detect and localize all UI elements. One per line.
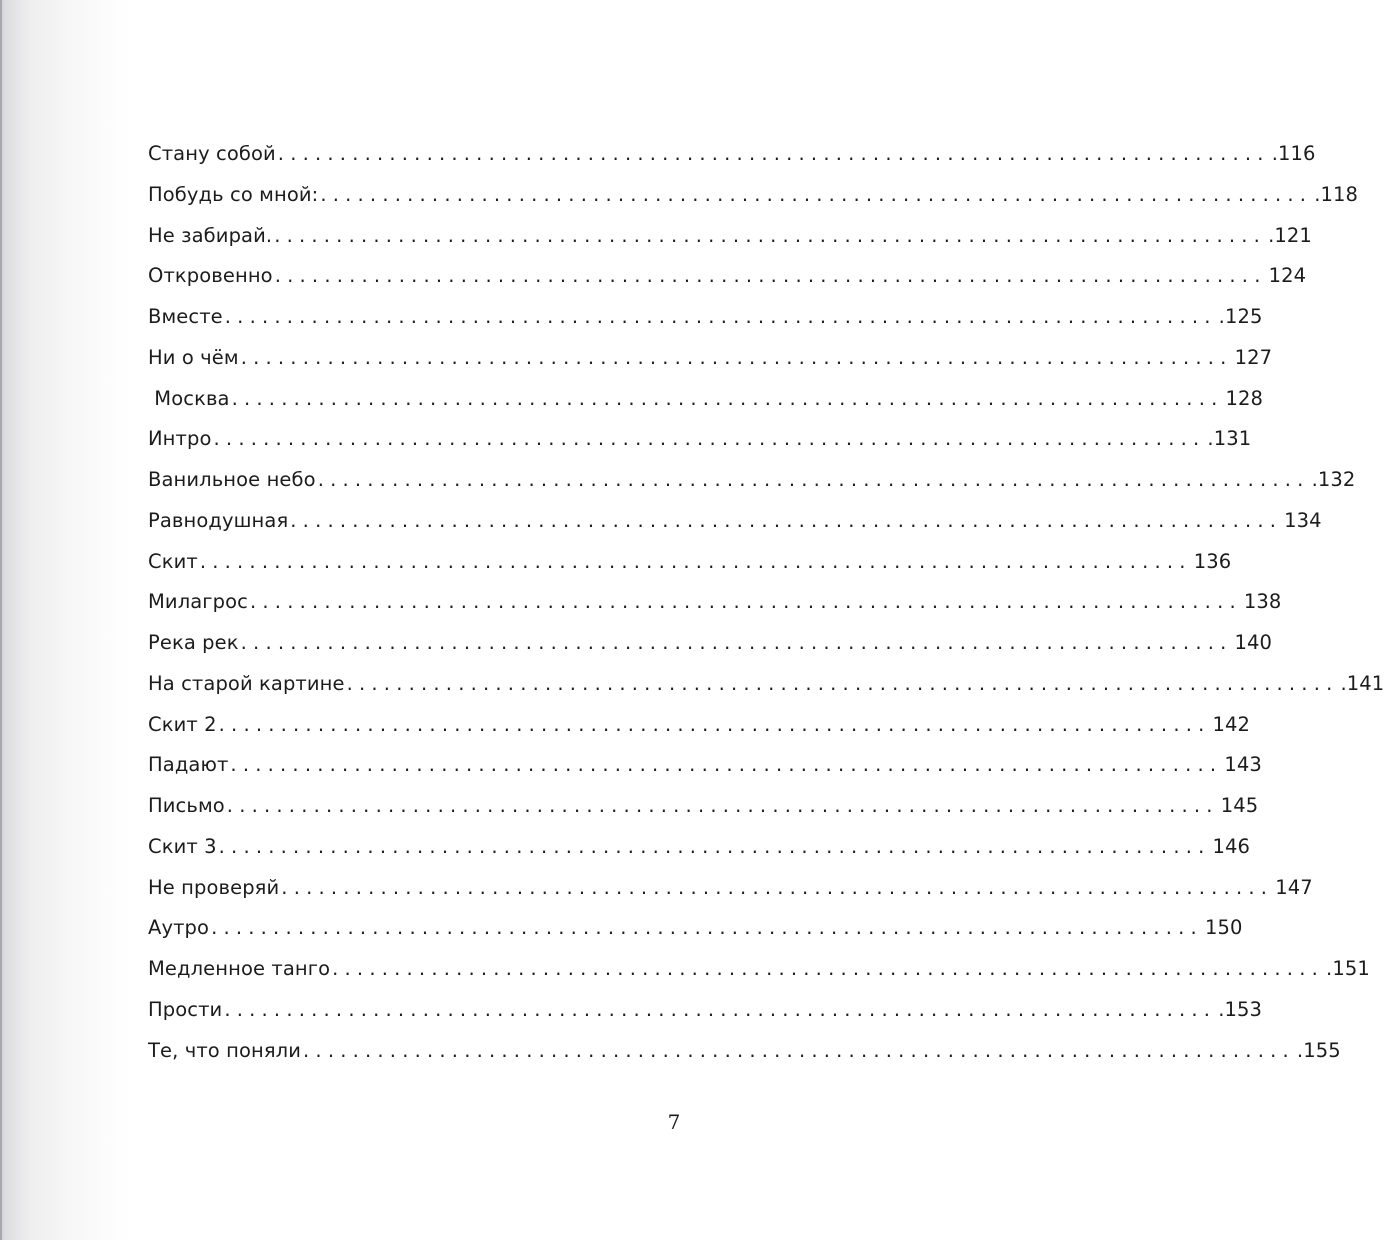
toc-dot-leader: ................................................................................ [281,875,1274,899]
toc-entry-title: Не проверяй [148,875,280,899]
toc-entry [148,386,1264,428]
page-number: 7 [667,1110,681,1134]
toc-entry-title: Скит 2 [148,712,217,736]
toc-dot-leader: ................................................................................ [240,345,1233,369]
toc-entry [148,223,1312,265]
toc-entry [148,997,1263,1039]
toc-entry [148,671,1384,713]
toc-entry-title: Ванильное небо [148,468,316,491]
toc-entry-title: Равнодушная [148,508,289,532]
toc-entry-title: Ни о чём [148,345,239,369]
toc-dot-leader: ................................................................................ [230,753,1223,777]
toc-entry-title: Скит [148,549,198,573]
toc-entry-page: 124 [1268,264,1307,288]
toc-dot-leader: ................................................................................ [224,997,1217,1021]
toc-entry [148,549,1232,591]
toc-dot-leader: ................................................................................ [250,590,1242,614]
table-of-contents [148,142,1384,1079]
toc-entry-title: Стану собой [148,142,276,165]
toc-entry [148,264,1307,305]
page-spine-shadow [0,0,2,1240]
toc-entry-title: Откровенно [148,264,273,288]
toc-entry [148,427,1252,468]
toc-dot-leader: ................................................................................ [346,671,1339,695]
toc-entry-page: 134 [1284,508,1322,532]
toc-entry-page: 147 [1275,875,1313,899]
toc-dot-leader: ................................................................................ [226,794,1219,817]
toc-entry [148,468,1356,509]
toc-dot-leader: ................................................................................ [231,386,1224,410]
toc-entry-page: 145 [1220,794,1259,817]
toc-entry [148,631,1273,672]
toc-entry-title: Москва [148,386,230,410]
toc-dot-leader: ................................................................................ [290,508,1283,532]
toc-entry-page: 127 [1234,345,1273,369]
toc-entry-title: Прости [148,997,223,1021]
toc-entry [148,875,1313,917]
toc-dot-leader: ................................................................................ [274,264,1267,288]
toc-entry [148,345,1273,387]
toc-dot-leader: ................................................................................ [274,223,1267,247]
toc-entry-page: .118 [1314,182,1359,206]
toc-dot-leader: ................................................................................ [218,834,1211,858]
toc-entry-page: .116 [1271,142,1316,165]
toc-entry-page: 128 [1225,386,1264,410]
toc-entry-page: .131 [1207,427,1252,451]
toc-dot-leader: ................................................................................ [213,427,1206,451]
toc-entry-page: 146 [1212,834,1251,858]
toc-entry [148,957,1370,998]
toc-dot-leader: ................................................................................ [277,142,1270,165]
toc-dot-leader: ................................................................................ [240,631,1233,654]
toc-entry-page: 140 [1234,631,1273,654]
toc-entry-page: .141 [1340,671,1384,695]
toc-entry-title: Падают [148,753,229,777]
toc-entry-page: 150 [1204,916,1243,940]
toc-dot-leader: ................................................................................ [199,549,1192,573]
toc-entry-page: .153 [1218,997,1263,1021]
toc-entry-title: Река рек [148,631,239,654]
toc-entry [148,916,1243,957]
toc-dot-leader: ................................................................................ [218,712,1211,736]
toc-entry-title: Письмо [148,794,225,817]
toc-entry-page: .155 [1296,1038,1341,1062]
toc-entry-title: Скит 3 [148,834,217,858]
toc-entry-page: 138 [1243,590,1282,614]
toc-dot-leader: ................................................................................ [224,305,1217,328]
toc-entry-page: 136 [1193,549,1232,573]
toc-entry-title: На старой картине [148,671,345,695]
toc-entry-page: .121 [1268,223,1312,247]
toc-entry [148,182,1359,224]
toc-entry-title: Вместе [148,305,223,328]
toc-entry [148,508,1322,550]
toc-entry-page: 143 [1224,753,1262,777]
toc-entry [148,1038,1341,1080]
toc-entry [148,142,1316,183]
toc-entry [148,305,1263,346]
toc-entry-title: Аутро [148,916,210,940]
toc-dot-leader: ................................................................................ [320,182,1313,206]
toc-entry [148,712,1251,754]
toc-entry [148,753,1262,794]
toc-entry-title: Милагрос [148,590,248,614]
toc-dot-leader: ................................................................................ [303,1038,1295,1062]
toc-dot-leader: ................................................................................ [332,957,1325,980]
toc-entry-page: .151 [1326,957,1370,980]
toc-entry-title: Не забирай. [148,223,273,247]
toc-dot-leader: ................................................................................ [211,916,1203,940]
toc-entry [148,794,1259,835]
toc-entry-page: 142 [1212,712,1251,736]
toc-entry-title: Побудь со мной: [148,182,319,206]
toc-entry-page: .132 [1311,468,1356,491]
toc-entry-page: .125 [1218,305,1263,328]
toc-dot-leader: ................................................................................ [317,468,1310,491]
toc-entry [148,590,1282,631]
toc-entry-title: Те, что поняли [148,1038,302,1062]
toc-entry-title: Медленное танго [148,957,331,980]
toc-entry [148,834,1251,876]
toc-entry-title: Интро [148,427,212,451]
